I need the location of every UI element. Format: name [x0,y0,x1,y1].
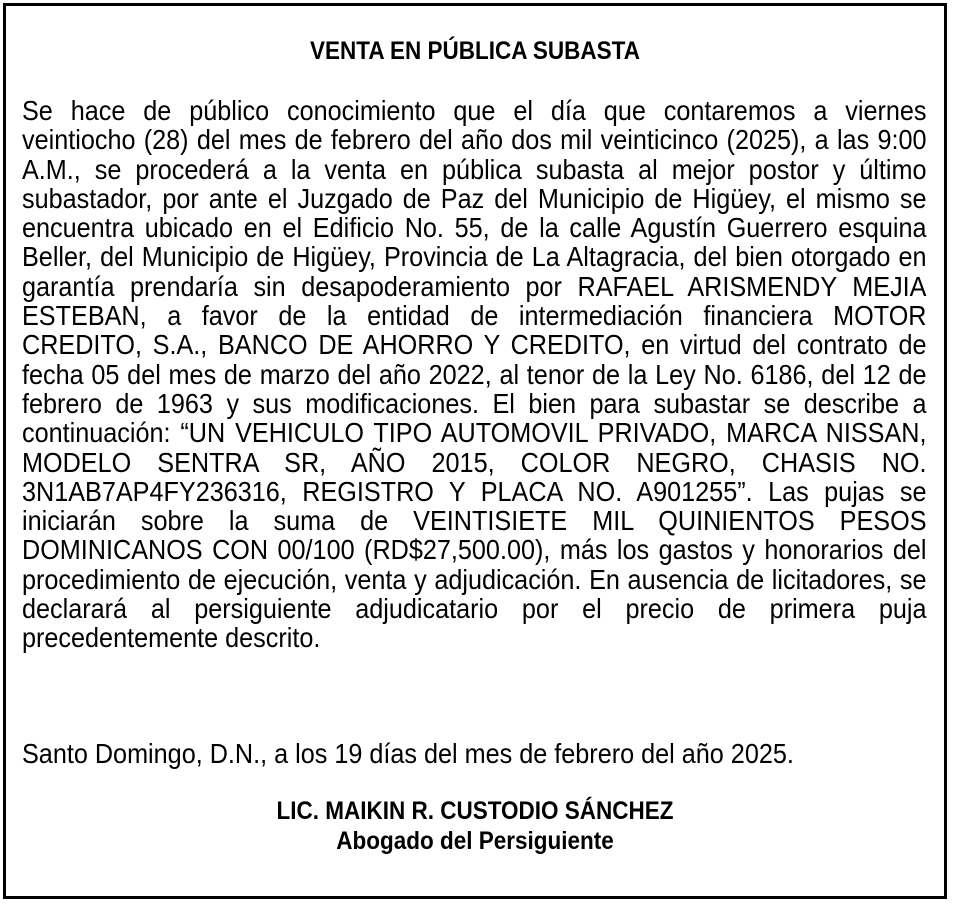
legal-notice [3,3,947,899]
signature-role: Abogado del Persiguiente [336,827,614,855]
signature-name: LIC. MAIKIN R. CUSTODIO SÁNCHEZ [276,797,674,825]
signature-block [53,796,897,856]
notice-date-line: Santo Domingo, D.N., a los 19 días del mes de febrero del año 2025. [22,738,794,769]
notice-body: Se hace de público conocimiento que el día que contaremos a viernes veintiocho (28) del mes de febrero del año dos mil veinticinco (2025), a las 9:00 A.M., se procederá a la venta en pública subasta al mejor postor y último subastador, por ante el Juzgado de Paz del Municipio de Higüey, el mismo se encuentra ubicado en el Edificio No. 55, de la calle Agustín Guerrero esquina Beller, del Municipio de Higüey, Provincia de La Altagracia, del bien otorgado en garantía prendaría sin desapoderamiento por RAFAEL ARISMENDY MEJIA ESTEBAN, a favor de la entidad de intermediación financiera MOTOR CREDITO, S.A., BANCO DE AHORRO Y CREDITO, en virtud del contrato de fecha 05 del mes de marzo del año 2022, al tenor de la Ley No. 6186, del 12 de febrero de 1963 y sus modificaciones. El bien para subastar se describe a continuación: “UN VEHICULO TIPO AUTOMOVIL PRIVADO, MARCA NISSAN, MODELO SENTRA SR, AÑO 2015, COLOR NEGRO, CHASIS NO. 3N1AB7AP4FY236316, REGISTRO Y PLACA NO. A901255”. Las pujas se iniciarán sobre la suma de VEINTISIETE MIL QUINIENTOS PESOS DOMINICANOS CON 00/100 (RD$27,500.00), más los gastos y honorarios del procedimiento de ejecución, venta y adjudicación. En ausencia de licitadores, se declarará al persiguiente adjudicatario por el precio de primera puja precedentemente descrito. [22,95,927,654]
notice-title: VENTA EN PÚBLICA SUBASTA [309,37,641,65]
